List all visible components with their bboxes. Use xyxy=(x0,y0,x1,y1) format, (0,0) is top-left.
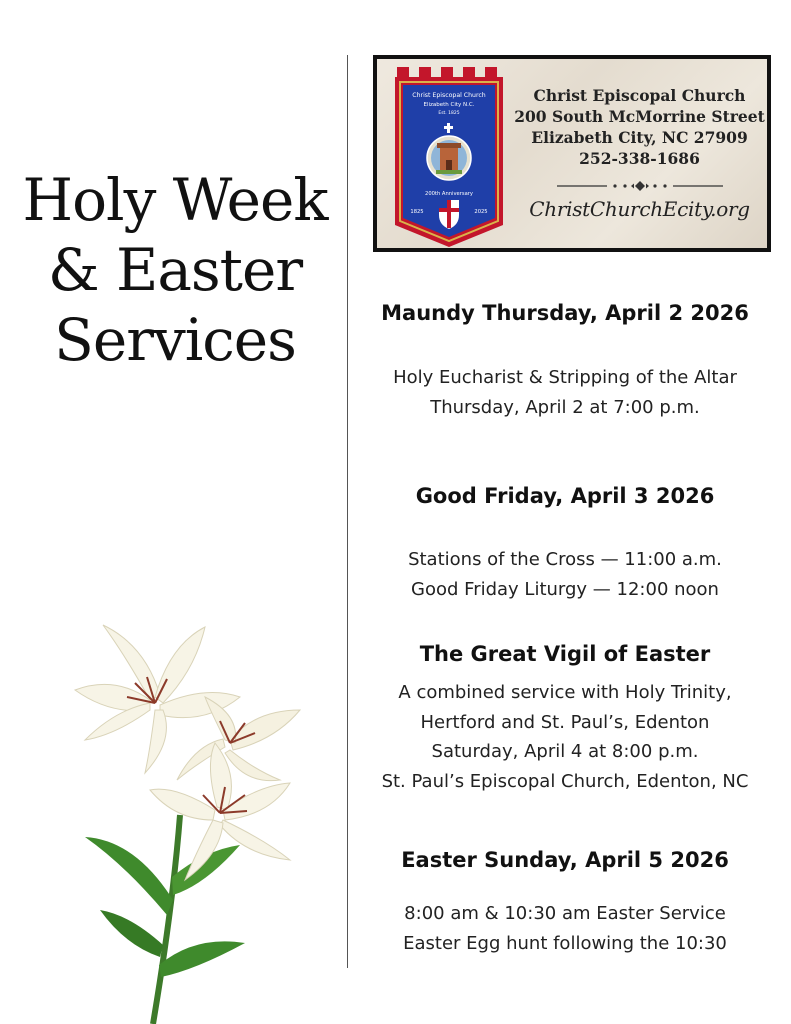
church-phone: 252-338-1686 xyxy=(579,149,700,168)
flag-year-start: 1825 xyxy=(410,209,424,215)
service-line: A combined service with Holy Trinity, xyxy=(398,682,732,703)
church-name: Christ Episcopal Church xyxy=(533,86,746,105)
church-contact xyxy=(512,85,767,169)
title-line-2: & Easter xyxy=(47,236,303,304)
title-line-3: Services xyxy=(54,306,296,374)
service-line: St. Paul’s Episcopal Church, Edenton, NC xyxy=(381,770,749,792)
church-banner-image xyxy=(391,65,509,247)
service-line: Holy Eucharist & Stripping of the Altar xyxy=(393,367,737,388)
flag-est: Est. 1825 xyxy=(438,111,460,116)
service-line: Thursday, April 2 at 7:00 p.m. xyxy=(430,396,700,418)
service-line: Good Friday Liturgy — 12:00 noon xyxy=(411,578,719,600)
service-line: Easter Egg hunt following the 10:30 xyxy=(403,932,727,954)
title-line-1: Holy Week xyxy=(22,166,328,234)
church-city: Elizabeth City, NC 27909 xyxy=(531,128,748,147)
service-line: Hertford and St. Paul’s, Edenton xyxy=(420,711,710,733)
service-heading: The Great Vigil of Easter xyxy=(419,642,711,666)
church-website: ChristChurchEcity.org xyxy=(529,197,750,221)
ornament-divider-icon xyxy=(555,180,725,192)
lily-flower-image xyxy=(55,615,315,1024)
flag-year-end: 2025 xyxy=(474,209,488,215)
service-line: Stations of the Cross — 11:00 a.m. xyxy=(408,549,722,570)
service-maundy-thursday xyxy=(355,299,775,422)
page-title xyxy=(20,165,330,375)
church-banner xyxy=(373,55,771,252)
service-heading: Maundy Thursday, April 2 2026 xyxy=(381,301,749,325)
service-line: 8:00 am & 10:30 am Easter Service xyxy=(404,903,726,924)
service-great-vigil xyxy=(355,640,775,796)
service-heading: Easter Sunday, April 5 2026 xyxy=(401,848,729,872)
service-easter-sunday xyxy=(355,846,775,958)
church-street: 200 South McMorrine Street xyxy=(514,107,765,126)
flag-name: Christ Episcopal Church xyxy=(412,92,486,99)
service-good-friday xyxy=(355,482,775,604)
flag-anniversary: 200th Anniversary xyxy=(425,191,473,197)
vertical-divider xyxy=(347,55,348,968)
flag-place: Elizabeth City N.C. xyxy=(423,102,475,108)
service-heading: Good Friday, April 3 2026 xyxy=(415,484,715,508)
service-line: Saturday, April 4 at 8:00 p.m. xyxy=(431,741,699,762)
